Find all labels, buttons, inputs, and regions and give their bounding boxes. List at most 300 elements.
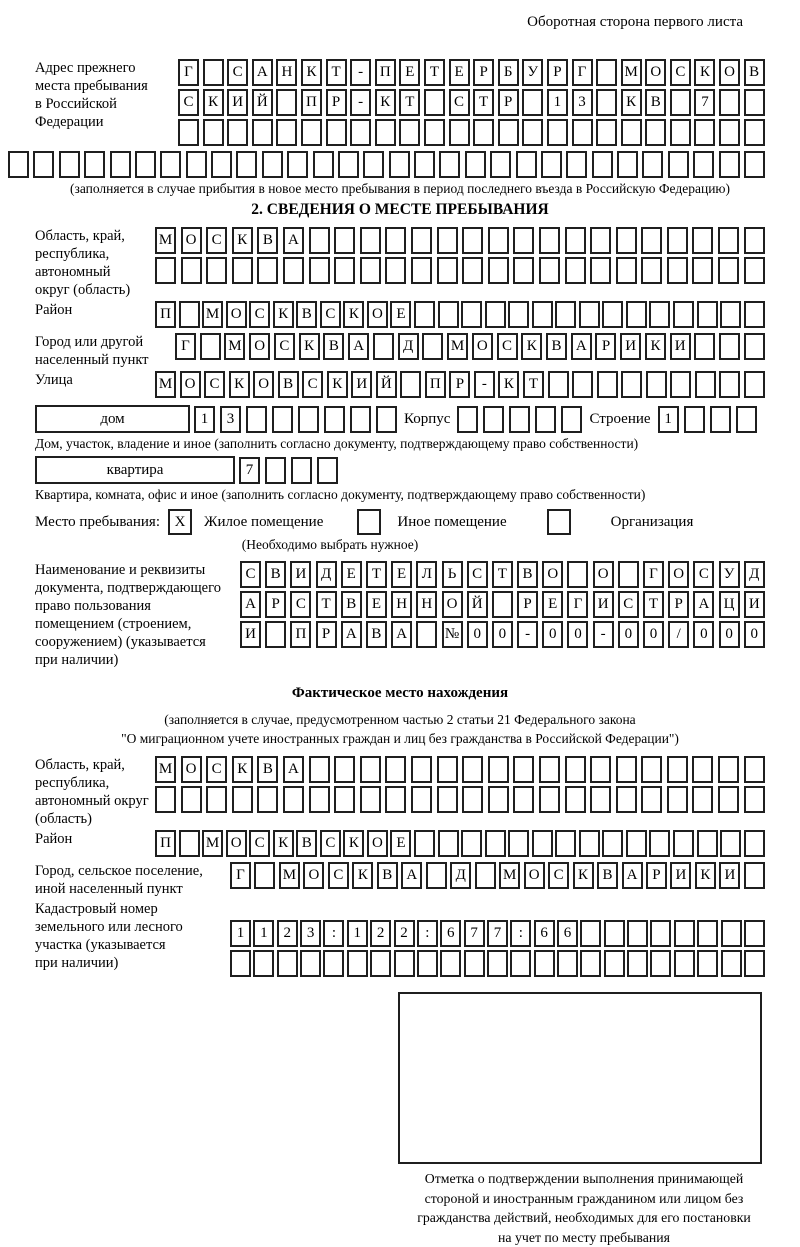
char-box[interactable] [360, 756, 381, 783]
char-box[interactable] [309, 257, 330, 284]
char-box[interactable] [592, 151, 613, 178]
char-box[interactable] [490, 151, 511, 178]
char-box[interactable] [539, 756, 560, 783]
char-box[interactable] [668, 151, 689, 178]
char-box[interactable]: Г [178, 59, 199, 86]
char-box[interactable]: К [694, 59, 715, 86]
char-box[interactable] [257, 257, 278, 284]
char-box[interactable]: У [522, 59, 543, 86]
char-box[interactable] [462, 786, 483, 813]
char-box[interactable] [287, 151, 308, 178]
char-box[interactable]: К [273, 301, 294, 328]
char-box[interactable]: И [744, 591, 765, 618]
char-box[interactable] [535, 406, 556, 433]
char-box[interactable]: И [593, 591, 614, 618]
char-box[interactable] [693, 151, 714, 178]
char-box[interactable] [309, 786, 330, 813]
char-box[interactable] [206, 786, 227, 813]
char-box[interactable] [155, 257, 176, 284]
char-box[interactable]: Е [391, 561, 412, 588]
char-box[interactable] [414, 301, 435, 328]
char-box[interactable] [534, 950, 555, 977]
char-box[interactable] [424, 89, 445, 116]
char-box[interactable] [347, 950, 368, 977]
char-box[interactable] [414, 151, 435, 178]
char-box[interactable] [692, 257, 713, 284]
char-box[interactable] [616, 257, 637, 284]
char-box[interactable] [532, 301, 553, 328]
char-box[interactable] [422, 333, 443, 360]
char-box[interactable] [616, 756, 637, 783]
char-box[interactable] [744, 371, 765, 398]
char-box[interactable] [394, 950, 415, 977]
char-box[interactable] [461, 830, 482, 857]
char-box[interactable]: 0 [693, 621, 714, 648]
char-box[interactable]: Л [416, 561, 437, 588]
char-box[interactable] [736, 406, 757, 433]
char-box[interactable] [596, 89, 617, 116]
char-box[interactable] [360, 227, 381, 254]
char-box[interactable] [621, 371, 642, 398]
char-box[interactable]: Р [498, 89, 519, 116]
char-box[interactable]: - [593, 621, 614, 648]
char-box[interactable] [649, 830, 670, 857]
char-box[interactable]: К [521, 333, 542, 360]
char-box[interactable] [487, 950, 508, 977]
char-box[interactable] [160, 151, 181, 178]
char-box[interactable]: О [180, 371, 201, 398]
char-box[interactable] [462, 257, 483, 284]
char-box[interactable]: 1 [230, 920, 251, 947]
char-box[interactable] [488, 257, 509, 284]
char-box[interactable] [414, 830, 435, 857]
char-box[interactable]: В [744, 59, 765, 86]
char-box[interactable]: С [206, 756, 227, 783]
char-box[interactable]: 1 [658, 406, 679, 433]
char-box[interactable] [181, 257, 202, 284]
char-box[interactable] [179, 830, 200, 857]
char-box[interactable]: О [253, 371, 274, 398]
char-box[interactable]: С [227, 59, 248, 86]
char-box[interactable]: Т [492, 561, 513, 588]
char-box[interactable]: С [249, 301, 270, 328]
char-box[interactable]: 2 [277, 920, 298, 947]
char-box[interactable] [641, 227, 662, 254]
char-box[interactable] [580, 920, 601, 947]
char-box[interactable] [323, 950, 344, 977]
char-box[interactable]: Е [366, 591, 387, 618]
char-box[interactable] [692, 756, 713, 783]
char-box[interactable] [283, 257, 304, 284]
char-box[interactable] [254, 862, 275, 889]
char-box[interactable] [350, 119, 371, 146]
char-box[interactable] [670, 371, 691, 398]
char-box[interactable] [721, 920, 742, 947]
char-box[interactable] [424, 119, 445, 146]
char-box[interactable]: О [303, 862, 324, 889]
char-box[interactable]: С [274, 333, 295, 360]
char-box[interactable]: К [352, 862, 373, 889]
char-box[interactable] [590, 786, 611, 813]
char-box[interactable] [673, 830, 694, 857]
char-box[interactable]: Н [276, 59, 297, 86]
char-box[interactable] [719, 89, 740, 116]
char-box[interactable] [667, 786, 688, 813]
char-box[interactable] [602, 301, 623, 328]
char-box[interactable] [399, 119, 420, 146]
char-box[interactable]: С [240, 561, 261, 588]
char-box[interactable]: 6 [440, 920, 461, 947]
char-box[interactable] [720, 301, 741, 328]
char-box[interactable] [385, 786, 406, 813]
char-box[interactable]: С [693, 561, 714, 588]
char-box[interactable] [236, 151, 257, 178]
char-box[interactable]: О [226, 301, 247, 328]
char-box[interactable] [720, 830, 741, 857]
char-box[interactable] [272, 406, 293, 433]
char-box[interactable] [641, 786, 662, 813]
char-box[interactable]: И [670, 333, 691, 360]
char-box[interactable] [641, 756, 662, 783]
char-box[interactable]: О [524, 862, 545, 889]
char-box[interactable]: О [719, 59, 740, 86]
char-box[interactable]: А [693, 591, 714, 618]
char-box[interactable]: Е [341, 561, 362, 588]
char-box[interactable]: М [621, 59, 642, 86]
char-box[interactable]: Д [398, 333, 419, 360]
char-box[interactable]: В [257, 756, 278, 783]
char-box[interactable] [626, 830, 647, 857]
char-box[interactable]: Й [252, 89, 273, 116]
char-box[interactable]: : [323, 920, 344, 947]
char-box[interactable] [667, 756, 688, 783]
char-box[interactable]: А [348, 333, 369, 360]
char-box[interactable]: Т [366, 561, 387, 588]
char-box[interactable] [692, 786, 713, 813]
char-box[interactable] [627, 920, 648, 947]
char-box[interactable]: М [155, 756, 176, 783]
char-box[interactable]: Р [265, 591, 286, 618]
char-box[interactable] [572, 371, 593, 398]
char-box[interactable] [744, 89, 765, 116]
char-box[interactable]: О [181, 756, 202, 783]
char-box[interactable] [411, 227, 432, 254]
char-box[interactable] [135, 151, 156, 178]
char-box[interactable]: С [449, 89, 470, 116]
char-box[interactable]: В [517, 561, 538, 588]
char-box[interactable] [565, 257, 586, 284]
char-box[interactable] [385, 227, 406, 254]
char-box[interactable]: О [367, 301, 388, 328]
char-box[interactable] [744, 151, 765, 178]
char-box[interactable]: Д [316, 561, 337, 588]
char-box[interactable] [650, 920, 671, 947]
char-box[interactable]: В [296, 830, 317, 857]
char-box[interactable]: А [283, 227, 304, 254]
char-box[interactable] [602, 830, 623, 857]
char-box[interactable]: О [542, 561, 563, 588]
char-box[interactable] [227, 119, 248, 146]
char-box[interactable] [385, 756, 406, 783]
char-box[interactable] [555, 301, 576, 328]
char-box[interactable] [385, 257, 406, 284]
char-box[interactable]: О [181, 227, 202, 254]
char-box[interactable] [326, 119, 347, 146]
char-box[interactable] [744, 227, 765, 254]
char-box[interactable] [376, 406, 397, 433]
char-box[interactable]: 0 [542, 621, 563, 648]
char-box[interactable]: 0 [567, 621, 588, 648]
char-box[interactable] [389, 151, 410, 178]
char-box[interactable] [257, 786, 278, 813]
char-box[interactable] [718, 786, 739, 813]
char-box[interactable]: : [510, 920, 531, 947]
char-box[interactable] [721, 950, 742, 977]
char-box[interactable] [719, 119, 740, 146]
char-box[interactable] [485, 830, 506, 857]
char-box[interactable] [317, 457, 338, 484]
char-box[interactable] [642, 151, 663, 178]
char-box[interactable] [181, 786, 202, 813]
char-box[interactable]: К [301, 59, 322, 86]
char-box[interactable]: А [240, 591, 261, 618]
char-box[interactable] [667, 257, 688, 284]
char-box[interactable]: - [350, 89, 371, 116]
char-box[interactable] [276, 119, 297, 146]
char-box[interactable]: Т [523, 371, 544, 398]
char-box[interactable]: В [377, 862, 398, 889]
char-box[interactable] [692, 227, 713, 254]
char-box[interactable] [485, 301, 506, 328]
char-box[interactable]: С [302, 371, 323, 398]
char-box[interactable] [411, 257, 432, 284]
char-box[interactable] [566, 151, 587, 178]
char-box[interactable] [565, 786, 586, 813]
char-box[interactable] [416, 621, 437, 648]
char-box[interactable] [646, 371, 667, 398]
char-box[interactable] [604, 950, 625, 977]
char-box[interactable]: О [645, 59, 666, 86]
char-box[interactable]: О [593, 561, 614, 588]
char-box[interactable]: Т [399, 89, 420, 116]
char-box[interactable] [464, 950, 485, 977]
char-box[interactable] [718, 227, 739, 254]
char-box[interactable] [621, 119, 642, 146]
char-box[interactable]: В [597, 862, 618, 889]
char-box[interactable]: Е [399, 59, 420, 86]
char-box[interactable] [265, 621, 286, 648]
char-box[interactable] [309, 227, 330, 254]
char-box[interactable] [300, 950, 321, 977]
char-box[interactable] [203, 119, 224, 146]
char-box[interactable]: С [290, 591, 311, 618]
char-box[interactable]: К [229, 371, 250, 398]
char-box[interactable] [110, 151, 131, 178]
char-box[interactable]: Р [595, 333, 616, 360]
char-box[interactable]: Г [643, 561, 664, 588]
char-box[interactable]: И [719, 862, 740, 889]
char-box[interactable]: Р [517, 591, 538, 618]
char-box[interactable]: 3 [572, 89, 593, 116]
char-box[interactable]: П [375, 59, 396, 86]
char-box[interactable]: 0 [618, 621, 639, 648]
char-box[interactable] [252, 119, 273, 146]
char-box[interactable] [604, 920, 625, 947]
char-box[interactable]: А [341, 621, 362, 648]
char-box[interactable] [649, 301, 670, 328]
char-box[interactable] [719, 371, 740, 398]
char-box[interactable] [539, 227, 560, 254]
char-box[interactable]: 0 [719, 621, 740, 648]
char-box[interactable] [334, 756, 355, 783]
char-box[interactable]: К [375, 89, 396, 116]
char-box[interactable] [309, 756, 330, 783]
char-box[interactable] [465, 151, 486, 178]
char-box[interactable]: П [290, 621, 311, 648]
char-box[interactable] [246, 406, 267, 433]
char-box[interactable]: № [442, 621, 463, 648]
char-box[interactable] [684, 406, 705, 433]
char-box[interactable] [461, 301, 482, 328]
house-type-box[interactable]: дом [35, 405, 190, 433]
char-box[interactable] [178, 119, 199, 146]
char-box[interactable] [462, 756, 483, 783]
char-box[interactable]: М [447, 333, 468, 360]
char-box[interactable] [719, 151, 740, 178]
char-box[interactable]: : [417, 920, 438, 947]
char-box[interactable]: К [645, 333, 666, 360]
char-box[interactable]: И [620, 333, 641, 360]
char-box[interactable]: К [232, 227, 253, 254]
char-box[interactable]: Е [390, 301, 411, 328]
char-box[interactable] [59, 151, 80, 178]
char-box[interactable]: П [155, 301, 176, 328]
char-box[interactable]: И [670, 862, 691, 889]
char-box[interactable] [590, 756, 611, 783]
other-premises-checkbox[interactable] [357, 509, 381, 535]
char-box[interactable]: А [622, 862, 643, 889]
char-box[interactable]: А [283, 756, 304, 783]
char-box[interactable]: 1 [194, 406, 215, 433]
char-box[interactable] [262, 151, 283, 178]
char-box[interactable]: В [366, 621, 387, 648]
char-box[interactable] [203, 59, 224, 86]
char-box[interactable] [360, 257, 381, 284]
char-box[interactable] [411, 786, 432, 813]
char-box[interactable]: К [343, 830, 364, 857]
char-box[interactable]: - [350, 59, 371, 86]
char-box[interactable]: - [474, 371, 495, 398]
char-box[interactable] [718, 257, 739, 284]
char-box[interactable]: Д [450, 862, 471, 889]
char-box[interactable] [360, 786, 381, 813]
char-box[interactable]: Н [391, 591, 412, 618]
char-box[interactable]: 6 [534, 920, 555, 947]
char-box[interactable] [670, 89, 691, 116]
char-box[interactable] [265, 457, 286, 484]
char-box[interactable] [440, 950, 461, 977]
char-box[interactable]: М [279, 862, 300, 889]
char-box[interactable] [522, 119, 543, 146]
char-box[interactable] [695, 371, 716, 398]
residential-checkbox[interactable]: X [168, 509, 192, 535]
char-box[interactable]: Г [572, 59, 593, 86]
char-box[interactable] [694, 333, 715, 360]
apartment-type-box[interactable]: квартира [35, 456, 235, 484]
char-box[interactable]: К [695, 862, 716, 889]
char-box[interactable] [641, 257, 662, 284]
char-box[interactable]: П [425, 371, 446, 398]
char-box[interactable] [411, 756, 432, 783]
char-box[interactable] [492, 591, 513, 618]
char-box[interactable] [744, 119, 765, 146]
char-box[interactable]: Д [744, 561, 765, 588]
char-box[interactable] [513, 756, 534, 783]
char-box[interactable] [673, 301, 694, 328]
char-box[interactable]: К [232, 756, 253, 783]
char-box[interactable] [744, 950, 765, 977]
char-box[interactable] [744, 257, 765, 284]
char-box[interactable] [283, 786, 304, 813]
char-box[interactable]: 7 [464, 920, 485, 947]
char-box[interactable] [579, 301, 600, 328]
char-box[interactable] [539, 257, 560, 284]
char-box[interactable] [744, 786, 765, 813]
char-box[interactable]: Е [390, 830, 411, 857]
char-box[interactable] [437, 257, 458, 284]
char-box[interactable] [211, 151, 232, 178]
char-box[interactable] [548, 371, 569, 398]
char-box[interactable]: М [155, 227, 176, 254]
char-box[interactable] [579, 830, 600, 857]
char-box[interactable] [710, 406, 731, 433]
char-box[interactable] [179, 301, 200, 328]
char-box[interactable]: Ц [719, 591, 740, 618]
char-box[interactable]: В [265, 561, 286, 588]
char-box[interactable] [437, 756, 458, 783]
char-box[interactable] [744, 333, 765, 360]
char-box[interactable] [697, 301, 718, 328]
char-box[interactable] [277, 950, 298, 977]
char-box[interactable] [513, 227, 534, 254]
char-box[interactable]: В [257, 227, 278, 254]
char-box[interactable]: 7 [694, 89, 715, 116]
char-box[interactable]: М [202, 301, 223, 328]
char-box[interactable] [363, 151, 384, 178]
char-box[interactable]: А [391, 621, 412, 648]
char-box[interactable] [567, 561, 588, 588]
char-box[interactable]: Й [376, 371, 397, 398]
char-box[interactable] [498, 119, 519, 146]
char-box[interactable]: К [573, 862, 594, 889]
char-box[interactable]: Б [498, 59, 519, 86]
char-box[interactable]: О [442, 591, 463, 618]
char-box[interactable] [744, 756, 765, 783]
char-box[interactable]: В [341, 591, 362, 618]
char-box[interactable] [488, 756, 509, 783]
char-box[interactable]: Р [326, 89, 347, 116]
char-box[interactable]: М [224, 333, 245, 360]
char-box[interactable] [618, 561, 639, 588]
char-box[interactable]: В [323, 333, 344, 360]
char-box[interactable]: 3 [300, 920, 321, 947]
char-box[interactable] [334, 786, 355, 813]
char-box[interactable]: О [367, 830, 388, 857]
organization-checkbox[interactable] [547, 509, 571, 535]
char-box[interactable] [565, 756, 586, 783]
char-box[interactable] [541, 151, 562, 178]
char-box[interactable] [565, 227, 586, 254]
